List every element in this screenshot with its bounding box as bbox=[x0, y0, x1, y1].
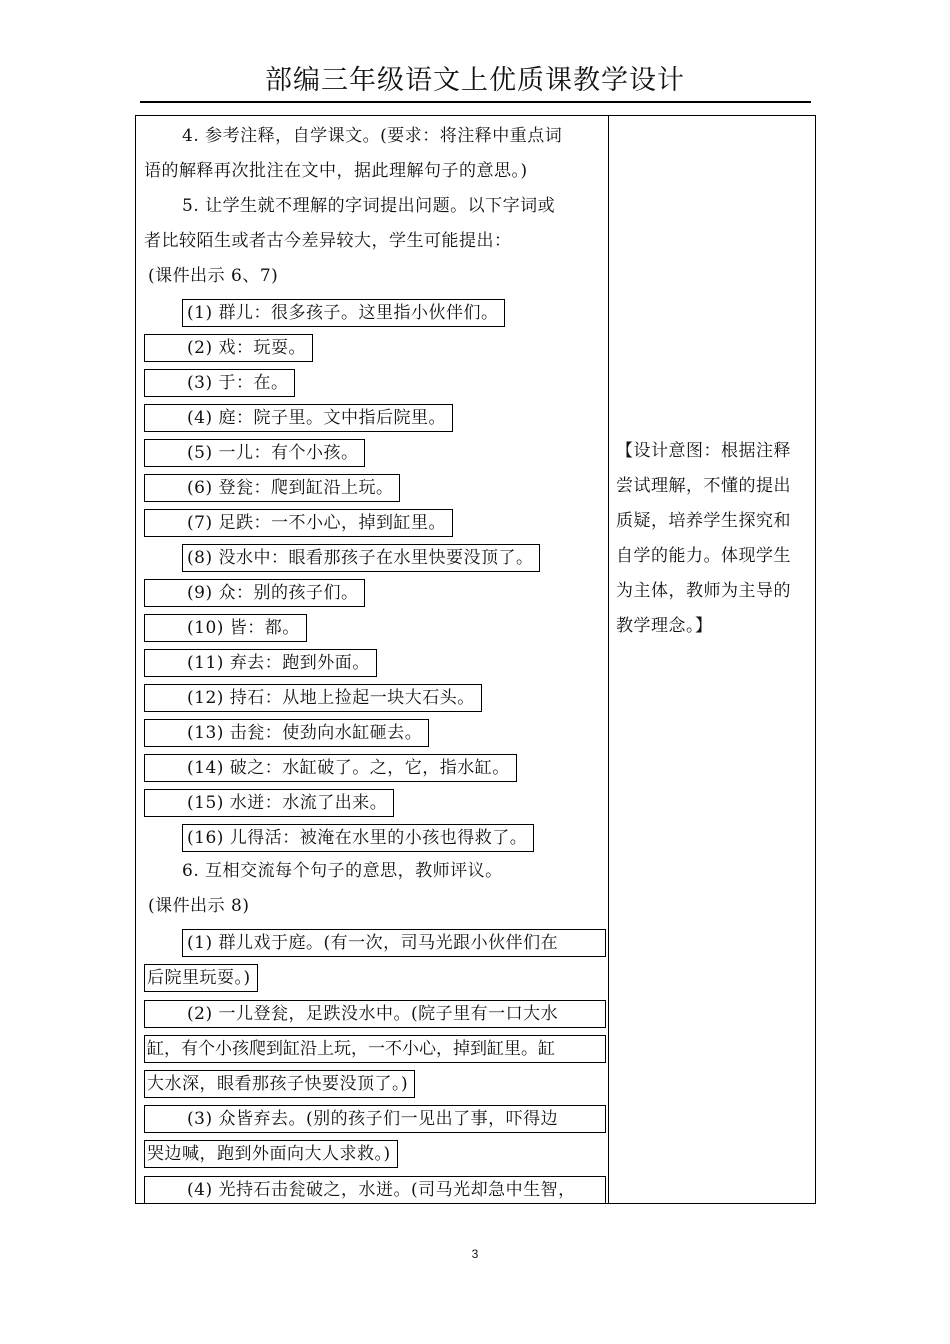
glossary-item: (3) 于：在。 bbox=[144, 369, 295, 397]
step-6-line-1: 6. 互相交流每个句子的意思，教师评议。 bbox=[182, 861, 503, 881]
step-5-line-2: 者比较陌生或者古今差异较大，学生可能提出： bbox=[144, 231, 512, 251]
header-rule bbox=[140, 101, 811, 103]
translation-line: 缸，有个小孩爬到缸沿上玩，一不小心，掉到缸里。缸 bbox=[144, 1035, 606, 1063]
translation-line: (2) 一儿登瓮，足跌没水中。(院子里有一口大水 bbox=[144, 1000, 606, 1028]
design-intent-line: 自学的能力。体现学生 bbox=[616, 546, 791, 566]
design-intent-line: 为主体，教师为主导的 bbox=[616, 581, 791, 601]
translation-line: 大水深，眼看那孩子快要没顶了。) bbox=[144, 1070, 415, 1098]
translation-line: 哭边喊，跑到外面向大人求救。) bbox=[144, 1140, 398, 1168]
glossary-item: (1) 群儿：很多孩子。这里指小伙伴们。 bbox=[182, 299, 505, 327]
translation-line: (3) 众皆弃去。(别的孩子们一见出了事，吓得边 bbox=[144, 1105, 606, 1133]
glossary-item: (5) 一儿：有个小孩。 bbox=[144, 439, 365, 467]
glossary-item: (9) 众：别的孩子们。 bbox=[144, 579, 365, 607]
glossary-item: (8) 没水中：眼看那孩子在水里快要没顶了。 bbox=[182, 544, 540, 572]
glossary-item: (6) 登瓮：爬到缸沿上玩。 bbox=[144, 474, 400, 502]
translation-line: (1) 群儿戏于庭。(有一次，司马光跟小伙伴们在 bbox=[182, 929, 606, 957]
table-column-divider bbox=[608, 115, 609, 1204]
design-intent-line: 尝试理解，不懂的提出 bbox=[616, 476, 791, 496]
design-intent-line: 【设计意图：根据注释 bbox=[616, 441, 791, 461]
glossary-item: (12) 持石：从地上捡起一块大石头。 bbox=[144, 684, 482, 712]
translation-line: (4) 光持石击瓮破之，水迸。(司马光却急中生智， bbox=[144, 1176, 606, 1204]
page-header-title: 部编三年级语文上优质课教学设计 bbox=[265, 65, 685, 96]
step-6-line-2: (课件出示 8) bbox=[148, 896, 250, 916]
design-intent-line: 质疑，培养学生探究和 bbox=[616, 511, 791, 531]
glossary-item: (15) 水迸：水流了出来。 bbox=[144, 789, 394, 817]
glossary-item: (13) 击瓮：使劲向水缸砸去。 bbox=[144, 719, 429, 747]
design-intent-note bbox=[616, 434, 808, 644]
step-5-line-3: (课件出示 6、7) bbox=[148, 266, 279, 286]
page-number: 3 bbox=[471, 1247, 479, 1261]
glossary-item: (2) 戏：玩耍。 bbox=[144, 334, 313, 362]
glossary-item: (4) 庭：院子里。文中指后院里。 bbox=[144, 404, 453, 432]
translation-line: 后院里玩耍。) bbox=[144, 964, 258, 992]
step-4-line-2: 语的解释再次批注在文中，据此理解句子的意思。) bbox=[144, 161, 528, 181]
glossary-item: (7) 足跌：一不小心，掉到缸里。 bbox=[144, 509, 453, 537]
glossary-item: (10) 皆：都。 bbox=[144, 614, 307, 642]
step-5-line-1: 5. 让学生就不理解的字词提出问题。以下字词或 bbox=[182, 196, 556, 216]
step-4-line-1: 4. 参考注释，自学课文。(要求：将注释中重点词 bbox=[182, 126, 563, 146]
glossary-item: (14) 破之：水缸破了。之，它，指水缸。 bbox=[144, 754, 517, 782]
glossary-item: (11) 弃去：跑到外面。 bbox=[144, 649, 377, 677]
design-intent-line: 教学理念。】 bbox=[616, 616, 713, 636]
glossary-item: (16) 儿得活：被淹在水里的小孩也得救了。 bbox=[182, 824, 534, 852]
